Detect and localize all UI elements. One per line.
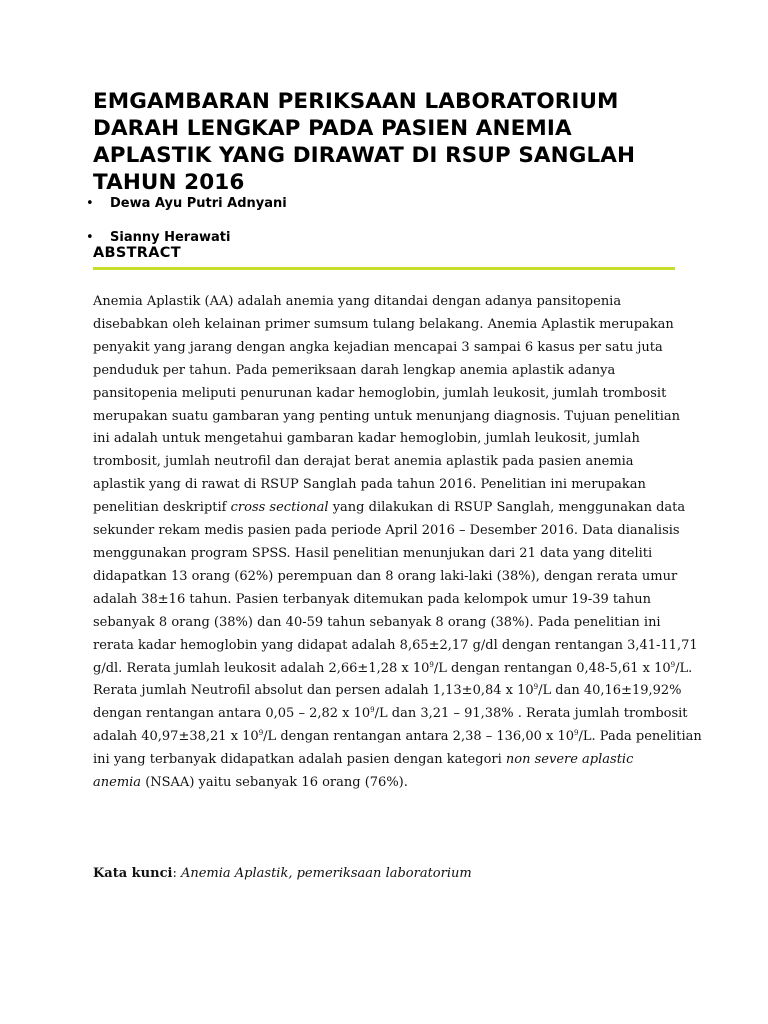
abstract-text: [93, 291, 702, 795]
abstract-text-segment: adalah 40,97±38,21 x 10: [93, 729, 259, 745]
abstract-text-segment: /L dan 3,21 – 91,38% . Rerata jumlah trombosit: [374, 706, 688, 722]
abstract-line: penduduk per tahun. Pada pemeriksaan darah lengkap anemia aplastik adanya: [93, 362, 616, 378]
abstract-line: [93, 497, 686, 520]
abstract-line: Anemia Aplastik (AA) adalah anemia yang ditandai dengan adanya pansitopenia: [93, 294, 622, 309]
superscript-exponent: 9: [574, 729, 579, 738]
abstract-line: rerata kadar hemoglobin yang didapat adalah 8,65±2,17 g/dl dengan rentangan 3,41-11,71: [93, 637, 698, 653]
abstract-line: penyakit yang jarang dengan angka kejadian mencapai 3 sampai 6 kasus per satu juta: [93, 339, 663, 355]
abstract-line: menggunakan program SPSS. Hasil penelitian menunjukan dari 21 data yang diteliti: [93, 545, 653, 561]
author-item: • Dewa Ayu Putri Adnyani: [93, 195, 675, 229]
keywords-label: Kata kunci: [93, 866, 173, 881]
abstract-text-segment: /L dan 40,16±19,92%: [538, 683, 682, 699]
abstract-line: sekunder rekam medis pasien pada periode April 2016 – Desember 2016. Data dianalisis: [93, 523, 680, 539]
section-divider: [93, 267, 675, 270]
abstract-text-segment: /L. Pada penelitian: [578, 729, 702, 745]
superscript-exponent: 9: [258, 729, 264, 738]
abstract-text-segment: /L dengan rentangan antara 2,38 – 136,00 x 10: [263, 729, 575, 745]
author-item: • Sianny Herawati: [93, 229, 675, 246]
abstract-italic-term: cross sectional: [230, 500, 329, 516]
keywords-values: Anemia Aplastik, pemeriksaan laboratorium: [180, 866, 472, 881]
keywords-line: [93, 864, 472, 884]
abstract-line: [93, 680, 682, 703]
abstract-line: [93, 749, 675, 772]
abstract-line: aplastik yang di rawat di RSUP Sanglah pada tahun 2016. Penelitian ini merupakan: [93, 477, 646, 493]
abstract-line: pansitopenia meliputi penurunan kadar hemoglobin, jumlah leukosit, jumlah trombosit: [93, 385, 667, 401]
superscript-exponent: 9: [533, 683, 539, 692]
abstract-line: [93, 772, 675, 795]
abstract-line: [93, 726, 702, 749]
superscript-exponent: 9: [429, 660, 434, 669]
abstract-heading: ABSTRACT: [93, 245, 181, 261]
abstract-line: trombosit, jumlah neutrofil dan derajat berat anemia aplastik pada pasien anemia: [93, 454, 634, 470]
keywords-separator: :: [172, 866, 181, 881]
abstract-text-segment: Rerata jumlah Neutrofil absolut dan persen adalah 1,13±0,84 x 10: [93, 683, 534, 699]
abstract-line: sebanyak 8 orang (38%) dan 40-59 tahun sebanyak 8 orang (38%). Pada penelitian ini: [93, 614, 661, 630]
abstract-line: adalah 38±16 tahun. Pasien terbanyak ditemukan pada kelompok umur 19-39 tahun: [93, 591, 651, 607]
abstract-italic-term: non severe aplastic: [505, 752, 634, 768]
author-list: [93, 195, 675, 246]
abstract-text-segment: g/dl. Rerata jumlah leukosit adalah 2,66±1,28 x 10: [93, 660, 430, 676]
abstract-italic-term: anemia: [93, 775, 142, 791]
abstract-text-segment: /L dengan rentangan 0,48-5,61 x 10: [433, 660, 671, 676]
paper-title: EMGAMBARAN PERIKSAAN LABORATORIUM DARAH LENGKAP PADA PASIEN ANEMIA APLASTIK YANG DIRAWAT DI RSUP SANGLAH TAHUN 2016: [93, 89, 636, 195]
abstract-line: [93, 658, 693, 681]
abstract-line: disebabkan oleh kelainan primer sumsum tulang belakang. Anemia Aplastik merupakan: [93, 316, 674, 332]
abstract-line: didapatkan 13 orang (62%) perempuan dan 8 orang laki-laki (38%), dengan rerata umur: [93, 568, 678, 584]
abstract-text-segment: yang dilakukan di RSUP Sanglah, menggunakan data: [328, 500, 686, 516]
superscript-exponent: 9: [370, 706, 375, 715]
abstract-text-segment: dengan rentangan antara 0,05 – 2,82 x 10: [93, 706, 371, 722]
superscript-exponent: 9: [670, 660, 676, 669]
abstract-text-segment: penelitian deskriptif: [93, 500, 231, 516]
abstract-line: [93, 703, 688, 726]
abstract-line: merupakan suatu gambaran yang penting untuk menunjang diagnosis. Tujuan penelitian: [93, 408, 681, 424]
abstract-text-segment: (NSAA) yaitu sebanyak 16 orang (76%).: [141, 775, 408, 791]
abstract-text-segment: /L.: [675, 660, 693, 676]
abstract-line: ini adalah untuk mengetahui gambaran kadar hemoglobin, jumlah leukosit, jumlah: [93, 431, 640, 447]
abstract-text-segment: ini yang terbanyak didapatkan adalah pasien dengan kategori: [93, 752, 506, 768]
